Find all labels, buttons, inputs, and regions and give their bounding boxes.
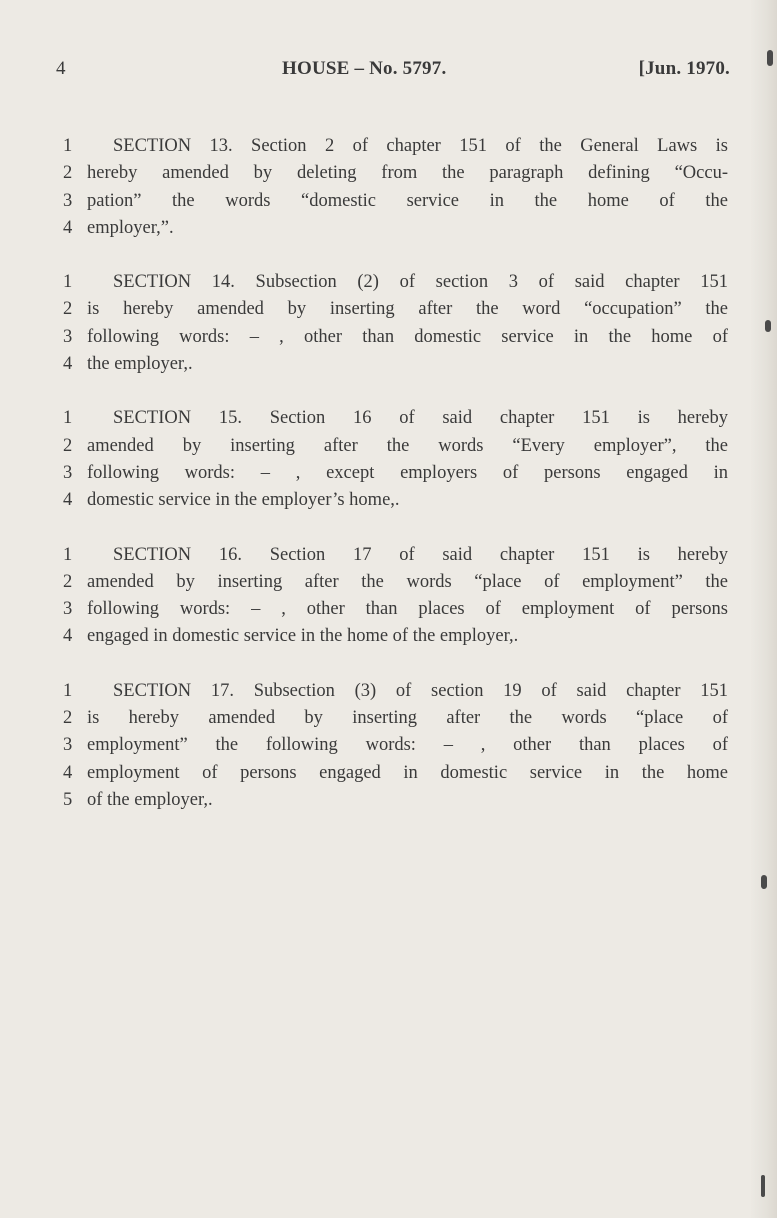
line-number: 1 — [63, 680, 73, 701]
line-text: amended by inserting after the words “place of employment” the — [87, 571, 728, 592]
text-line — [63, 705, 728, 732]
line-text: SECTION 17. Subsection (3) of section 19 of said chapter 151 — [113, 680, 728, 701]
line-text: following words: – , other than domestic service in the home of — [87, 326, 728, 347]
line-number: 2 — [63, 708, 73, 729]
text-line — [63, 188, 728, 215]
text-line — [63, 215, 728, 242]
text-line — [63, 760, 728, 787]
text-line — [63, 351, 728, 378]
document-id: HOUSE – No. 5797. — [282, 58, 447, 79]
line-number: 3 — [63, 326, 73, 347]
text-line — [63, 269, 728, 296]
line-text: employment of persons engaged in domestic service in the home — [87, 762, 728, 783]
text-line — [63, 460, 728, 487]
text-line — [63, 133, 728, 160]
line-text: is hereby amended by inserting after the words “place of — [87, 708, 728, 729]
text-line — [63, 542, 728, 569]
sections-body — [63, 133, 728, 841]
text-line — [63, 732, 728, 759]
page-number: 4 — [56, 58, 66, 79]
line-number: 1 — [63, 272, 73, 293]
line-text: hereby amended by deleting from the paragraph defining “Occu- — [87, 163, 728, 184]
binding-mark — [765, 320, 771, 332]
line-text: the employer,. — [87, 354, 193, 375]
text-line — [63, 678, 728, 705]
section-13 — [63, 133, 728, 242]
line-text: employment” the following words: – , other than places of — [87, 735, 728, 756]
text-line — [63, 324, 728, 351]
line-number: 4 — [63, 762, 73, 783]
binding-mark — [761, 1175, 765, 1197]
line-text: engaged in domestic service in the home of the employer,. — [87, 626, 519, 647]
line-text: amended by inserting after the words “Every employer”, the — [87, 435, 728, 456]
binding-mark — [767, 50, 773, 66]
line-text: pation” the words “domestic service in the home of the — [87, 190, 728, 211]
text-line — [63, 596, 728, 623]
line-number: 1 — [63, 544, 73, 565]
section-16 — [63, 542, 728, 651]
text-line — [63, 405, 728, 432]
line-number: 1 — [63, 408, 73, 429]
section-14 — [63, 269, 728, 378]
line-number: 2 — [63, 435, 73, 456]
line-text: following words: – , except employers of persons engaged in — [87, 462, 728, 483]
section-17 — [63, 678, 728, 814]
line-number: 4 — [63, 626, 73, 647]
line-number: 4 — [63, 354, 73, 375]
line-text: of the employer,. — [87, 789, 213, 810]
text-line — [63, 569, 728, 596]
line-text: SECTION 15. Section 16 of said chapter 151 is hereby — [113, 408, 728, 429]
page-header — [56, 58, 730, 84]
line-number: 2 — [63, 163, 73, 184]
document-date: [Jun. 1970. — [638, 58, 730, 79]
line-text: SECTION 16. Section 17 of said chapter 151 is hereby — [113, 544, 728, 565]
line-number: 4 — [63, 490, 73, 511]
line-text: employer,”. — [87, 217, 174, 238]
text-line — [63, 160, 728, 187]
line-number: 1 — [63, 136, 73, 156]
line-number: 4 — [63, 217, 73, 238]
line-number: 3 — [63, 462, 73, 483]
adjacent-page-edge — [751, 0, 777, 1218]
line-number: 3 — [63, 190, 73, 211]
line-text: following words: – , other than places of employment of persons — [87, 599, 728, 620]
line-number: 5 — [63, 789, 73, 810]
line-text: SECTION 14. Subsection (2) of section 3 of said chapter 151 — [113, 272, 728, 293]
binding-mark — [761, 875, 767, 889]
text-line — [63, 433, 728, 460]
section-15 — [63, 405, 728, 514]
text-line — [63, 787, 728, 814]
line-number: 2 — [63, 571, 73, 592]
line-text: is hereby amended by inserting after the word “occupation” the — [87, 299, 728, 320]
line-number: 2 — [63, 299, 73, 320]
line-number: 3 — [63, 735, 73, 756]
line-text: SECTION 13. Section 2 of chapter 151 of the General Laws is — [113, 136, 728, 156]
text-line — [63, 487, 728, 514]
line-number: 3 — [63, 599, 73, 620]
text-line — [63, 623, 728, 650]
text-line — [63, 296, 728, 323]
line-text: domestic service in the employer’s home,. — [87, 490, 400, 511]
